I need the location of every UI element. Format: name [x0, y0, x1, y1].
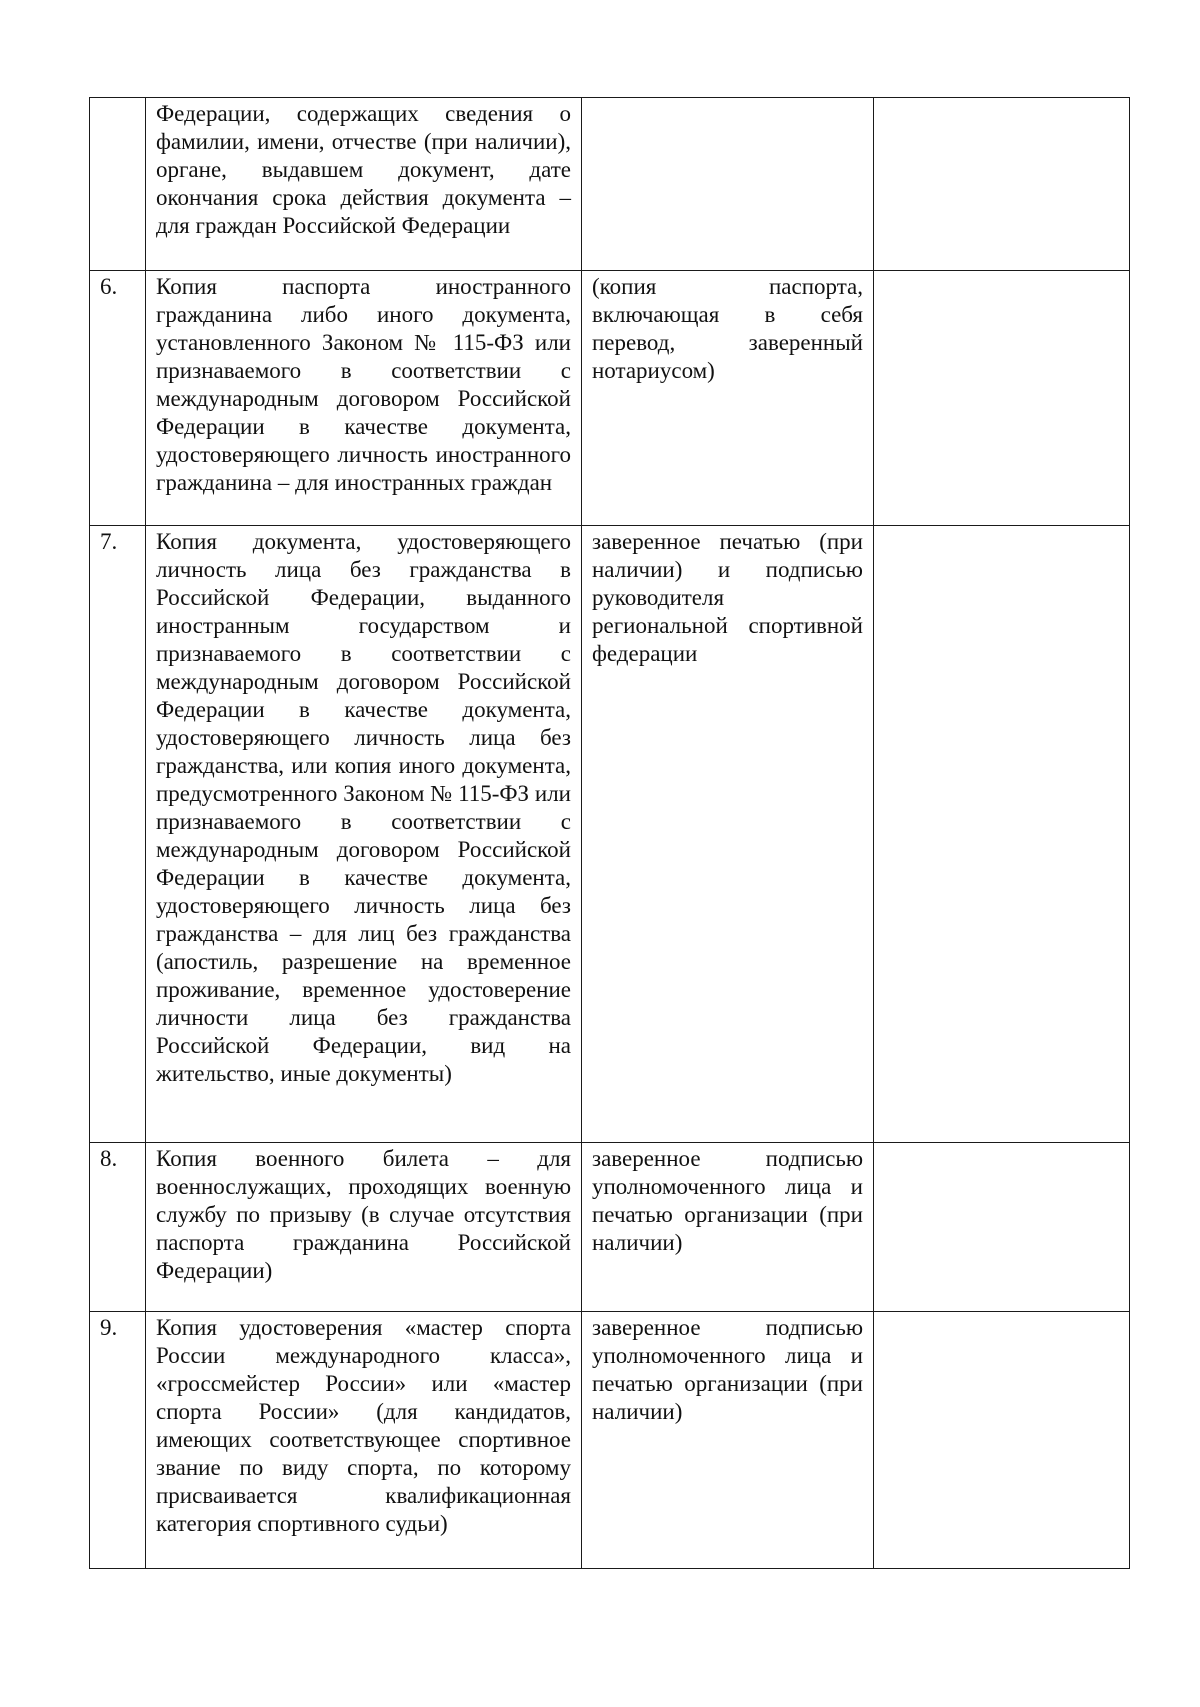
row-number [90, 98, 146, 271]
note-cell [874, 271, 1130, 526]
table-row [90, 526, 1130, 1143]
document-name: Копия удостоверения «мастер спорта России международного класса», «гроссмейстер России» или «мастер спорта России» (для кандидатов, имеющих соответствующее спортивное звание по виду спорта, по которому присваивается квалификационная категория спортивного судьи) [146, 1312, 582, 1569]
table-row [90, 1143, 1130, 1312]
row-number: 8. [90, 1143, 146, 1312]
documents-table [89, 97, 1130, 1569]
document-name: Федерации, содержащих сведения о фамилии, имени, отчестве (при наличии), органе, выдавшем документ, дате окончания срока действия документа – для граждан Российской Федерации [146, 98, 582, 271]
certification-requirement: заверенное подписью уполномоченного лица и печатью организации (при наличии) [582, 1143, 874, 1312]
note-cell [874, 1312, 1130, 1569]
document-name: Копия документа, удостоверяющего личность лица без гражданства в Российской Федерации, выданного иностранным государством и признаваемого в соответствии с международным договором Российской Федерации в качестве документа, удостоверяющего личность лица без гражданства, или копия иного документа, предусмотренного Законом № 115-ФЗ или признаваемого в соответствии с международным договором Российской Федерации в качестве документа, удостоверяющего личность лица без гражданства – для лиц без гражданства (апостиль, разрешение на временное проживание, временное удостоверение личности лица без гражданства Российской Федерации, вид на жительство, иные документы) [146, 526, 582, 1143]
certification-requirement: заверенное печатью (при наличии) и подписью руководителя региональной спортивной федерации [582, 526, 874, 1143]
row-number: 6. [90, 271, 146, 526]
note-cell [874, 1143, 1130, 1312]
certification-requirement: (копия паспорта, включающая в себя перевод, заверенный нотариусом) [582, 271, 874, 526]
certification-requirement: заверенное подписью уполномоченного лица и печатью организации (при наличии) [582, 1312, 874, 1569]
row-number: 9. [90, 1312, 146, 1569]
table-row [90, 98, 1130, 271]
row-number: 7. [90, 526, 146, 1143]
note-cell [874, 526, 1130, 1143]
table-row [90, 271, 1130, 526]
note-cell [874, 98, 1130, 271]
certification-requirement [582, 98, 874, 271]
table-row [90, 1312, 1130, 1569]
document-name: Копия военного билета – для военнослужащих, проходящих военную службу по призыву (в случае отсутствия паспорта гражданина Российской Федерации) [146, 1143, 582, 1312]
document-name: Копия паспорта иностранного гражданина либо иного документа, установленного Законом № 115-ФЗ или признаваемого в соответствии с международным договором Российской Федерации в качестве документа, удостоверяющего личность иностранного гражданина – для иностранных граждан [146, 271, 582, 526]
